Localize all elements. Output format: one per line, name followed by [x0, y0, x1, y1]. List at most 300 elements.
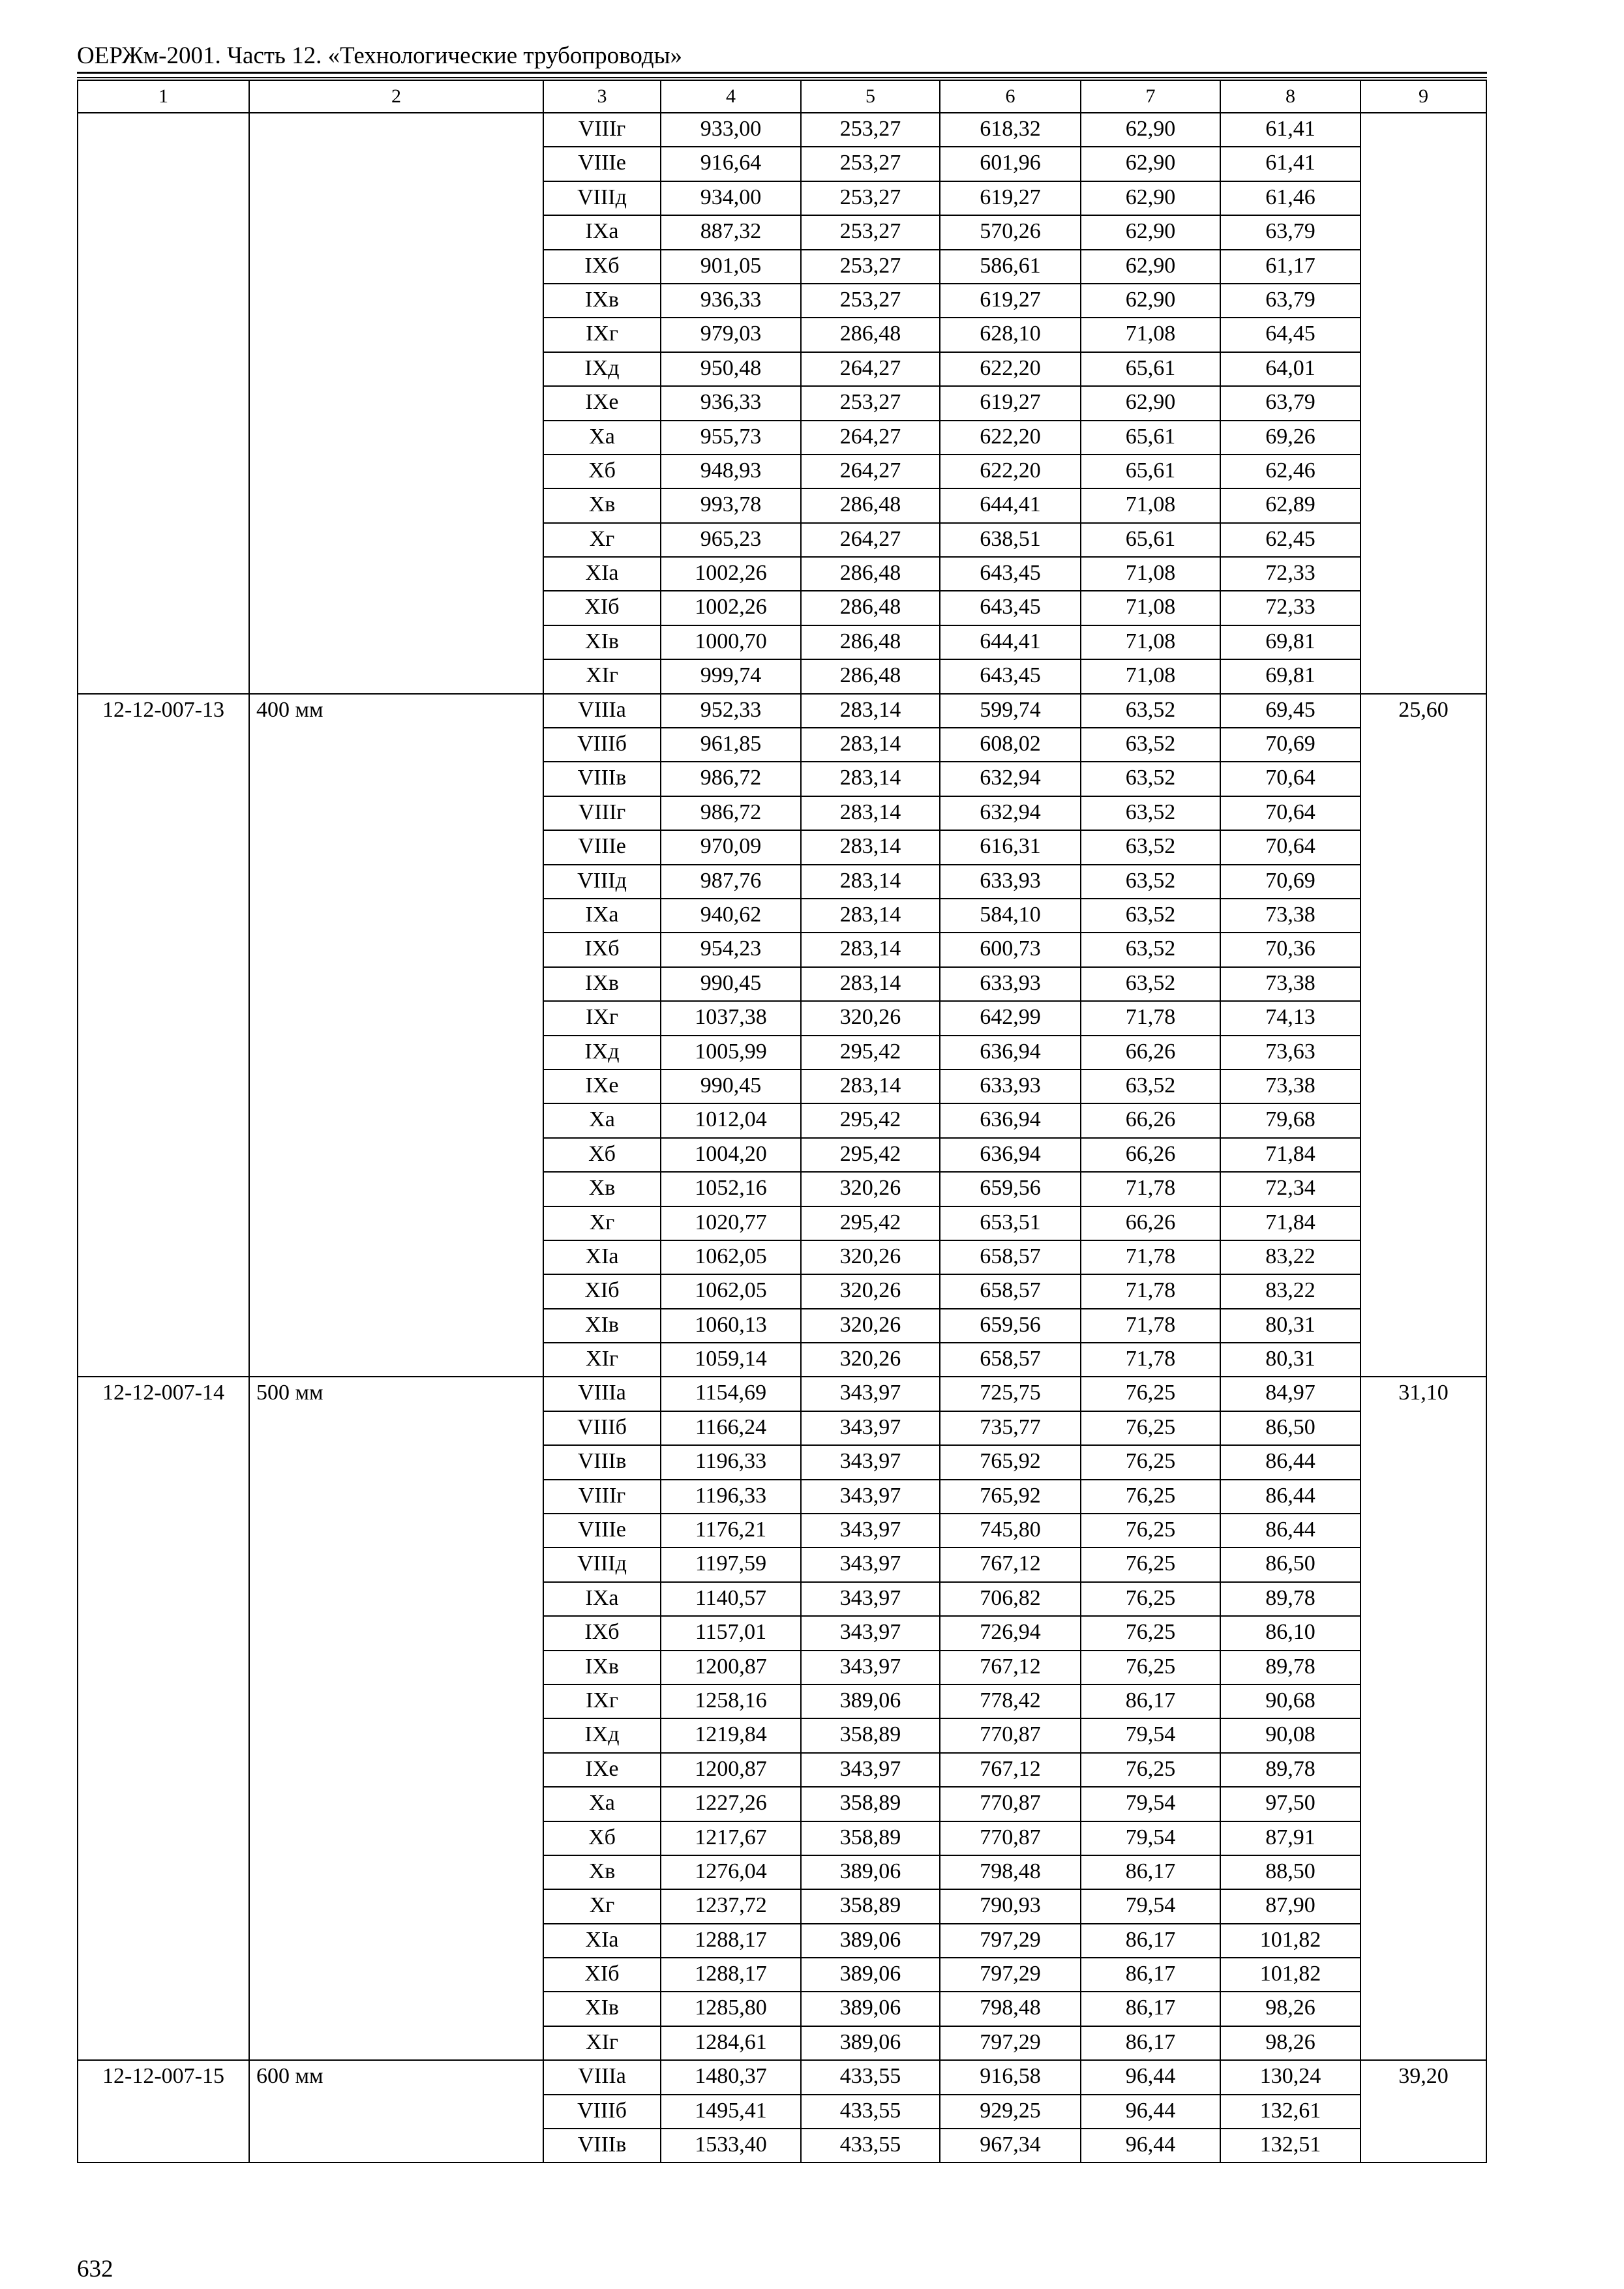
materials-cell: 72,33 — [1220, 591, 1361, 625]
category-cell: VIIIв — [543, 762, 661, 796]
category-cell: IXe — [543, 1070, 661, 1103]
machinist-wages-cell: 62,90 — [1081, 284, 1220, 318]
total-cost-cell: 1060,13 — [661, 1309, 801, 1343]
machines-cell: 643,45 — [940, 557, 1081, 591]
total-cost-cell: 1166,24 — [661, 1411, 801, 1445]
column-number-row — [78, 80, 1486, 113]
total-cost-cell: 1176,21 — [661, 1514, 801, 1548]
machinist-wages-cell: 86,17 — [1081, 1684, 1220, 1718]
wages-cell: 283,14 — [801, 967, 940, 1001]
total-cost-cell: 1288,17 — [661, 1958, 801, 1992]
machines-cell: 628,10 — [940, 318, 1081, 352]
machinist-wages-cell: 76,25 — [1081, 1514, 1220, 1548]
machines-cell: 798,48 — [940, 1992, 1081, 2026]
materials-cell: 80,31 — [1220, 1309, 1361, 1343]
category-cell: VIIIв — [543, 1445, 661, 1479]
category-cell: Xa — [543, 1103, 661, 1137]
wages-cell: 433,55 — [801, 2129, 940, 2162]
materials-cell: 61,17 — [1220, 250, 1361, 284]
materials-cell: 87,91 — [1220, 1821, 1361, 1855]
machines-cell: 745,80 — [940, 1514, 1081, 1548]
total-cost-cell: 1288,17 — [661, 1924, 801, 1958]
wages-cell: 320,26 — [801, 1172, 940, 1206]
category-cell: Xг — [543, 1889, 661, 1923]
machinist-wages-cell: 62,90 — [1081, 147, 1220, 181]
machinist-wages-cell: 63,52 — [1081, 967, 1220, 1001]
total-cost-cell: 1276,04 — [661, 1855, 801, 1889]
wages-cell: 343,97 — [801, 1411, 940, 1445]
category-cell: XIв — [543, 1309, 661, 1343]
total-cost-cell: 999,74 — [661, 659, 801, 693]
machinist-wages-cell: 86,17 — [1081, 1855, 1220, 1889]
machinist-wages-cell: 71,08 — [1081, 488, 1220, 522]
machines-cell: 767,12 — [940, 1651, 1081, 1684]
materials-cell: 69,45 — [1220, 694, 1361, 728]
category-cell: Xг — [543, 1206, 661, 1240]
category-cell: VIIIб — [543, 2095, 661, 2129]
materials-cell: 89,78 — [1220, 1582, 1361, 1616]
wages-cell: 433,55 — [801, 2060, 940, 2094]
wages-cell: 253,27 — [801, 215, 940, 249]
category-cell: IXб — [543, 1616, 661, 1650]
total-cost-cell: 933,00 — [661, 113, 801, 147]
machines-cell: 619,27 — [940, 181, 1081, 215]
rate-description-cell: 500 мм — [249, 1377, 543, 2060]
category-cell: Xг — [543, 523, 661, 557]
wages-cell: 320,26 — [801, 1274, 940, 1308]
total-cost-cell: 934,00 — [661, 181, 801, 215]
wages-cell: 283,14 — [801, 933, 940, 966]
machinist-wages-cell: 76,25 — [1081, 1548, 1220, 1581]
materials-cell: 73,38 — [1220, 967, 1361, 1001]
materials-cell: 64,45 — [1220, 318, 1361, 352]
machinist-wages-cell: 65,61 — [1081, 421, 1220, 455]
wages-cell: 343,97 — [801, 1377, 940, 1411]
total-cost-cell: 952,33 — [661, 694, 801, 728]
materials-cell: 63,79 — [1220, 386, 1361, 420]
machinist-wages-cell: 62,90 — [1081, 113, 1220, 147]
materials-cell: 86,10 — [1220, 1616, 1361, 1650]
machinist-wages-cell: 76,25 — [1081, 1616, 1220, 1650]
total-cost-cell: 1495,41 — [661, 2095, 801, 2129]
wages-cell: 253,27 — [801, 250, 940, 284]
wages-cell: 283,14 — [801, 728, 940, 762]
machines-cell: 632,94 — [940, 762, 1081, 796]
column-number-cell: 6 — [940, 80, 1081, 113]
total-cost-cell: 1004,20 — [661, 1138, 801, 1172]
machines-cell: 658,57 — [940, 1240, 1081, 1274]
category-cell: VIIIд — [543, 865, 661, 899]
materials-cell: 69,26 — [1220, 421, 1361, 455]
wages-cell: 343,97 — [801, 1582, 940, 1616]
materials-cell: 71,84 — [1220, 1138, 1361, 1172]
materials-cell: 88,50 — [1220, 1855, 1361, 1889]
total-cost-cell: 1200,87 — [661, 1651, 801, 1684]
total-cost-cell: 1285,80 — [661, 1992, 801, 2026]
total-cost-cell: 916,64 — [661, 147, 801, 181]
machines-cell: 770,87 — [940, 1821, 1081, 1855]
machinist-wages-cell: 71,08 — [1081, 557, 1220, 591]
wages-cell: 253,27 — [801, 181, 940, 215]
machinist-wages-cell: 63,52 — [1081, 865, 1220, 899]
machines-cell: 644,41 — [940, 488, 1081, 522]
machinist-wages-cell: 66,26 — [1081, 1138, 1220, 1172]
total-cost-cell: 1037,38 — [661, 1001, 801, 1035]
wages-cell: 283,14 — [801, 694, 940, 728]
total-cost-cell: 936,33 — [661, 284, 801, 318]
materials-cell: 86,44 — [1220, 1445, 1361, 1479]
wages-cell: 320,26 — [801, 1343, 940, 1377]
materials-cell: 70,69 — [1220, 865, 1361, 899]
machinist-wages-cell: 71,08 — [1081, 318, 1220, 352]
machines-cell: 633,93 — [940, 1070, 1081, 1103]
category-cell: VIIIa — [543, 694, 661, 728]
machines-cell: 929,25 — [940, 2095, 1081, 2129]
rate-code-cell: 12-12-007-13 — [78, 694, 249, 1377]
materials-cell: 70,64 — [1220, 830, 1361, 864]
total-cost-cell: 990,45 — [661, 967, 801, 1001]
category-cell: IXг — [543, 1684, 661, 1718]
wages-cell: 283,14 — [801, 796, 940, 830]
total-cost-cell: 965,23 — [661, 523, 801, 557]
machines-cell: 636,94 — [940, 1138, 1081, 1172]
labor-cost-cell — [1361, 113, 1486, 694]
category-cell: Xб — [543, 1821, 661, 1855]
materials-cell: 73,38 — [1220, 1070, 1361, 1103]
materials-cell: 73,63 — [1220, 1036, 1361, 1070]
wages-cell: 283,14 — [801, 1070, 940, 1103]
machines-cell: 619,27 — [940, 386, 1081, 420]
machines-cell: 770,87 — [940, 1787, 1081, 1821]
machinist-wages-cell: 79,54 — [1081, 1821, 1220, 1855]
total-cost-cell: 961,85 — [661, 728, 801, 762]
machinist-wages-cell: 71,08 — [1081, 659, 1220, 693]
machines-cell: 778,42 — [940, 1684, 1081, 1718]
machinist-wages-cell: 63,52 — [1081, 933, 1220, 966]
machinist-wages-cell: 76,25 — [1081, 1651, 1220, 1684]
total-cost-cell: 1200,87 — [661, 1753, 801, 1787]
machines-cell: 797,29 — [940, 1958, 1081, 1992]
total-cost-cell: 1052,16 — [661, 1172, 801, 1206]
machines-cell: 616,31 — [940, 830, 1081, 864]
materials-cell: 132,61 — [1220, 2095, 1361, 2129]
machinist-wages-cell: 79,54 — [1081, 1889, 1220, 1923]
column-number-cell: 7 — [1081, 80, 1220, 113]
wages-cell: 343,97 — [801, 1651, 940, 1684]
materials-cell: 87,90 — [1220, 1889, 1361, 1923]
materials-cell: 63,79 — [1220, 284, 1361, 318]
total-cost-cell: 1000,70 — [661, 625, 801, 659]
category-cell: VIIIд — [543, 1548, 661, 1581]
category-cell: IXг — [543, 1001, 661, 1035]
category-cell: VIIIa — [543, 2060, 661, 2094]
wages-cell: 286,48 — [801, 318, 940, 352]
machines-cell: 622,20 — [940, 455, 1081, 488]
materials-cell: 70,64 — [1220, 762, 1361, 796]
machinist-wages-cell: 71,78 — [1081, 1274, 1220, 1308]
machinist-wages-cell: 63,52 — [1081, 762, 1220, 796]
wages-cell: 358,89 — [801, 1787, 940, 1821]
machinist-wages-cell: 71,78 — [1081, 1001, 1220, 1035]
machines-cell: 622,20 — [940, 421, 1081, 455]
materials-cell: 89,78 — [1220, 1753, 1361, 1787]
total-cost-cell: 1062,05 — [661, 1274, 801, 1308]
machines-cell: 658,57 — [940, 1274, 1081, 1308]
machinist-wages-cell: 71,08 — [1081, 625, 1220, 659]
machines-cell: 725,75 — [940, 1377, 1081, 1411]
machinist-wages-cell: 62,90 — [1081, 250, 1220, 284]
category-cell: VIIIг — [543, 1480, 661, 1514]
column-number-cell: 2 — [249, 80, 543, 113]
machines-cell: 600,73 — [940, 933, 1081, 966]
total-cost-cell: 1002,26 — [661, 557, 801, 591]
rate-code-cell: 12-12-007-14 — [78, 1377, 249, 2060]
total-cost-cell: 887,32 — [661, 215, 801, 249]
machines-cell: 622,20 — [940, 352, 1081, 386]
category-cell: IXд — [543, 1036, 661, 1070]
wages-cell: 389,06 — [801, 1924, 940, 1958]
machines-cell: 601,96 — [940, 147, 1081, 181]
wages-cell: 286,48 — [801, 488, 940, 522]
wages-cell: 253,27 — [801, 147, 940, 181]
category-cell: VIIIб — [543, 728, 661, 762]
wages-cell: 286,48 — [801, 557, 940, 591]
materials-cell: 62,46 — [1220, 455, 1361, 488]
total-cost-cell: 1140,57 — [661, 1582, 801, 1616]
table-body — [78, 80, 1486, 2162]
rate-code-cell: 12-12-007-15 — [78, 2060, 249, 2162]
machines-cell: 797,29 — [940, 2026, 1081, 2060]
materials-cell: 79,68 — [1220, 1103, 1361, 1137]
materials-cell: 61,41 — [1220, 113, 1361, 147]
rates-table — [77, 80, 1487, 2163]
wages-cell: 433,55 — [801, 2095, 940, 2129]
machinist-wages-cell: 86,17 — [1081, 1992, 1220, 2026]
machinist-wages-cell: 96,44 — [1081, 2095, 1220, 2129]
wages-cell: 264,27 — [801, 421, 940, 455]
machines-cell: 658,57 — [940, 1343, 1081, 1377]
machines-cell: 570,26 — [940, 215, 1081, 249]
total-cost-cell: 954,23 — [661, 933, 801, 966]
total-cost-cell: 940,62 — [661, 899, 801, 933]
wages-cell: 253,27 — [801, 113, 940, 147]
category-cell: IXa — [543, 1582, 661, 1616]
machines-cell: 638,51 — [940, 523, 1081, 557]
machines-cell: 619,27 — [940, 284, 1081, 318]
total-cost-cell: 948,93 — [661, 455, 801, 488]
table-row — [78, 1377, 1486, 1411]
category-cell: VIIIв — [543, 2129, 661, 2162]
materials-cell: 90,68 — [1220, 1684, 1361, 1718]
wages-cell: 283,14 — [801, 899, 940, 933]
total-cost-cell: 1062,05 — [661, 1240, 801, 1274]
machines-cell: 790,93 — [940, 1889, 1081, 1923]
machinist-wages-cell: 71,78 — [1081, 1343, 1220, 1377]
rate-code-cell — [78, 113, 249, 694]
machines-cell: 608,02 — [940, 728, 1081, 762]
machines-cell: 798,48 — [940, 1855, 1081, 1889]
machines-cell: 916,58 — [940, 2060, 1081, 2094]
wages-cell: 295,42 — [801, 1103, 940, 1137]
category-cell: IXa — [543, 215, 661, 249]
machinist-wages-cell: 76,25 — [1081, 1377, 1220, 1411]
machines-cell: 586,61 — [940, 250, 1081, 284]
wages-cell: 253,27 — [801, 284, 940, 318]
machinist-wages-cell: 86,17 — [1081, 1924, 1220, 1958]
materials-cell: 70,69 — [1220, 728, 1361, 762]
wages-cell: 358,89 — [801, 1889, 940, 1923]
total-cost-cell: 950,48 — [661, 352, 801, 386]
machinist-wages-cell: 71,78 — [1081, 1240, 1220, 1274]
wages-cell: 343,97 — [801, 1753, 940, 1787]
wages-cell: 343,97 — [801, 1548, 940, 1581]
category-cell: XIa — [543, 1924, 661, 1958]
machines-cell: 618,32 — [940, 113, 1081, 147]
machinist-wages-cell: 79,54 — [1081, 1787, 1220, 1821]
page-number: 632 — [77, 2256, 113, 2282]
total-cost-cell: 1012,04 — [661, 1103, 801, 1137]
category-cell: IXe — [543, 1753, 661, 1787]
labor-cost-cell: 25,60 — [1361, 694, 1486, 1377]
table-row — [78, 2060, 1486, 2094]
materials-cell: 86,44 — [1220, 1514, 1361, 1548]
category-cell: Xб — [543, 1138, 661, 1172]
category-cell: VIIIг — [543, 113, 661, 147]
total-cost-cell: 1196,33 — [661, 1480, 801, 1514]
category-cell: IXe — [543, 386, 661, 420]
total-cost-cell: 1020,77 — [661, 1206, 801, 1240]
wages-cell: 283,14 — [801, 830, 940, 864]
wages-cell: 264,27 — [801, 523, 940, 557]
machines-cell: 584,10 — [940, 899, 1081, 933]
materials-cell: 89,78 — [1220, 1651, 1361, 1684]
materials-cell: 83,22 — [1220, 1274, 1361, 1308]
category-cell: IXв — [543, 1651, 661, 1684]
materials-cell: 132,51 — [1220, 2129, 1361, 2162]
materials-cell: 72,33 — [1220, 557, 1361, 591]
machines-cell: 735,77 — [940, 1411, 1081, 1445]
total-cost-cell: 1154,69 — [661, 1377, 801, 1411]
category-cell: IXд — [543, 1718, 661, 1752]
wages-cell: 389,06 — [801, 1684, 940, 1718]
category-cell: XIв — [543, 1992, 661, 2026]
wages-cell: 295,42 — [801, 1206, 940, 1240]
materials-cell: 98,26 — [1220, 1992, 1361, 2026]
category-cell: XIб — [543, 1958, 661, 1992]
wages-cell: 320,26 — [801, 1240, 940, 1274]
table-row — [78, 694, 1486, 728]
machinist-wages-cell: 65,61 — [1081, 523, 1220, 557]
machinist-wages-cell: 66,26 — [1081, 1036, 1220, 1070]
machinist-wages-cell: 65,61 — [1081, 455, 1220, 488]
total-cost-cell: 1005,99 — [661, 1036, 801, 1070]
column-number-cell: 5 — [801, 80, 940, 113]
category-cell: XIг — [543, 1343, 661, 1377]
machinist-wages-cell: 63,52 — [1081, 899, 1220, 933]
machinist-wages-cell: 62,90 — [1081, 181, 1220, 215]
wages-cell: 358,89 — [801, 1821, 940, 1855]
materials-cell: 71,84 — [1220, 1206, 1361, 1240]
category-cell: XIб — [543, 1274, 661, 1308]
machines-cell: 967,34 — [940, 2129, 1081, 2162]
machines-cell: 643,45 — [940, 659, 1081, 693]
total-cost-cell: 936,33 — [661, 386, 801, 420]
materials-cell: 86,50 — [1220, 1411, 1361, 1445]
header-rule-thin — [77, 77, 1487, 78]
machines-cell: 797,29 — [940, 1924, 1081, 1958]
category-cell: IXд — [543, 352, 661, 386]
wages-cell: 343,97 — [801, 1616, 940, 1650]
materials-cell: 83,22 — [1220, 1240, 1361, 1274]
total-cost-cell: 1197,59 — [661, 1548, 801, 1581]
total-cost-cell: 1059,14 — [661, 1343, 801, 1377]
category-cell: XIб — [543, 591, 661, 625]
category-cell: Xa — [543, 421, 661, 455]
machines-cell: 632,94 — [940, 796, 1081, 830]
wages-cell: 358,89 — [801, 1718, 940, 1752]
column-number-cell: 4 — [661, 80, 801, 113]
machines-cell: 642,99 — [940, 1001, 1081, 1035]
materials-cell: 69,81 — [1220, 659, 1361, 693]
machinist-wages-cell: 63,52 — [1081, 830, 1220, 864]
machinist-wages-cell: 96,44 — [1081, 2129, 1220, 2162]
materials-cell: 86,44 — [1220, 1480, 1361, 1514]
machines-cell: 726,94 — [940, 1616, 1081, 1650]
total-cost-cell: 1480,37 — [661, 2060, 801, 2094]
materials-cell: 86,50 — [1220, 1548, 1361, 1581]
machinist-wages-cell: 96,44 — [1081, 2060, 1220, 2094]
wages-cell: 286,48 — [801, 591, 940, 625]
materials-cell: 70,64 — [1220, 796, 1361, 830]
total-cost-cell: 1237,72 — [661, 1889, 801, 1923]
wages-cell: 264,27 — [801, 352, 940, 386]
machinist-wages-cell: 71,08 — [1081, 591, 1220, 625]
machinist-wages-cell: 76,25 — [1081, 1753, 1220, 1787]
materials-cell: 98,26 — [1220, 2026, 1361, 2060]
category-cell: VIIIa — [543, 1377, 661, 1411]
machines-cell: 765,92 — [940, 1480, 1081, 1514]
category-cell: IXг — [543, 318, 661, 352]
materials-cell: 80,31 — [1220, 1343, 1361, 1377]
machines-cell: 644,41 — [940, 625, 1081, 659]
total-cost-cell: 1196,33 — [661, 1445, 801, 1479]
wages-cell: 389,06 — [801, 1992, 940, 2026]
category-cell: XIг — [543, 659, 661, 693]
materials-cell: 74,13 — [1220, 1001, 1361, 1035]
wages-cell: 283,14 — [801, 865, 940, 899]
total-cost-cell: 987,76 — [661, 865, 801, 899]
category-cell: XIa — [543, 1240, 661, 1274]
category-cell: XIa — [543, 557, 661, 591]
total-cost-cell: 1227,26 — [661, 1787, 801, 1821]
materials-cell: 70,36 — [1220, 933, 1361, 966]
total-cost-cell: 1258,16 — [661, 1684, 801, 1718]
wages-cell: 343,97 — [801, 1445, 940, 1479]
wages-cell: 389,06 — [801, 1958, 940, 1992]
machinist-wages-cell: 65,61 — [1081, 352, 1220, 386]
wages-cell: 286,48 — [801, 659, 940, 693]
total-cost-cell: 1217,67 — [661, 1821, 801, 1855]
total-cost-cell: 986,72 — [661, 796, 801, 830]
rate-description-cell — [249, 113, 543, 694]
column-number-cell: 9 — [1361, 80, 1486, 113]
machinist-wages-cell: 62,90 — [1081, 386, 1220, 420]
category-cell: Xв — [543, 1855, 661, 1889]
machines-cell: 659,56 — [940, 1172, 1081, 1206]
category-cell: Xa — [543, 1787, 661, 1821]
machines-cell: 653,51 — [940, 1206, 1081, 1240]
total-cost-cell: 979,03 — [661, 318, 801, 352]
